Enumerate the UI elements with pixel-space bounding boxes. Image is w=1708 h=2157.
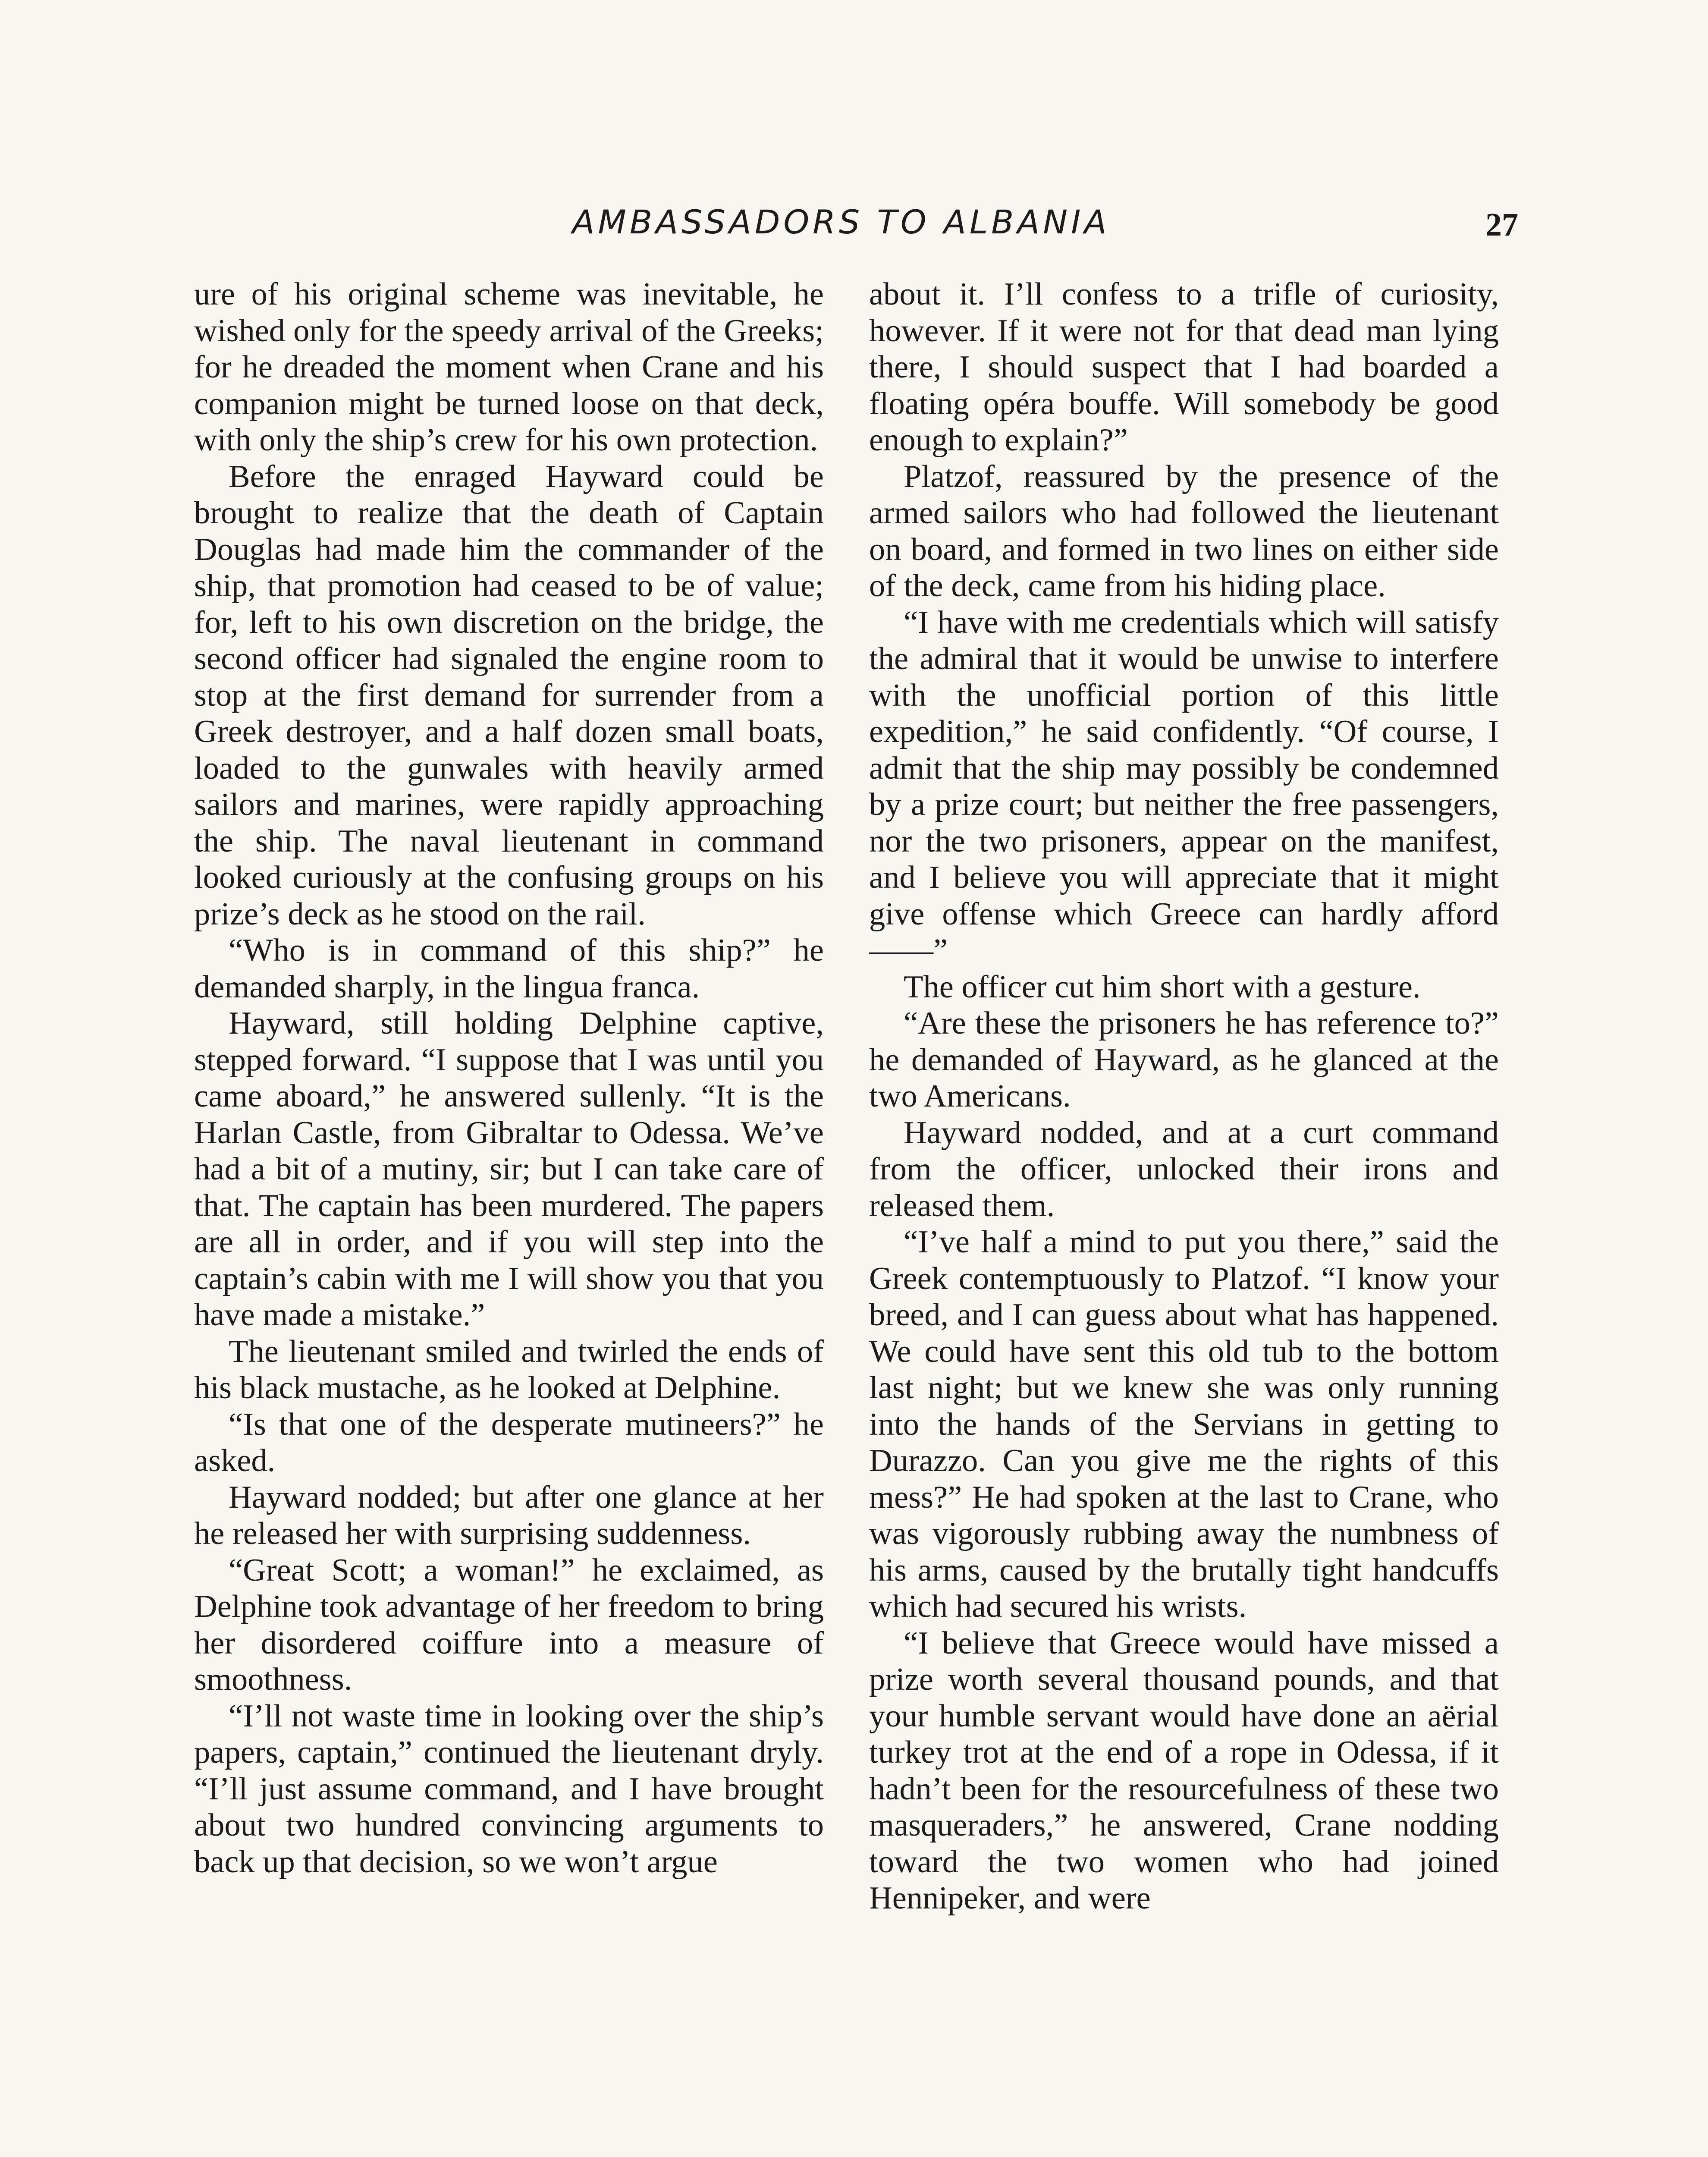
paragraph: “I’ve half a mind to put you there,” said the Greek contemptuously to Platzof. “I know your breed, and I can guess about what has happened. We could have sent this old tub to the bottom last night; but we knew she was only running into the hands of the Servians in getting to Durazzo. Can you give me the rights of this mess?” He had spoken at the last to Crane, who was vigorously rubbing away the numbness of his arms, caused by the brutally tight handcuffs which had secured his wrists. [869, 1224, 1499, 1624]
paragraph: Platzof, reassured by the presence of the armed sailors who had followed the lieutenant on board, and formed in two lines on either side of the deck, came from his hiding place. [869, 459, 1499, 604]
running-header-title: AMBASSADORS TO ALBANIA [572, 203, 1110, 241]
paragraph: The lieutenant smiled and twirled the ends of his black mustache, as he looked at Delphine. [194, 1333, 824, 1406]
right-text-column [869, 276, 1499, 2157]
paragraph: Hayward nodded, and at a curt command from the officer, unlocked their irons and released them. [869, 1115, 1499, 1223]
paragraph: “Who is in command of this ship?” he demanded sharply, in the lingua franca. [194, 933, 824, 1005]
paragraph: “Are these the prisoners he has reference to?” he demanded of Hayward, as he glanced at the two Americans. [869, 1006, 1499, 1114]
paragraph: Before the enraged Hayward could be brought to realize that the death of Captain Douglas had made him the commander of the ship, that promotion had ceased to be of value; for, left to his own discretion on the bridge, the second officer had signaled the engine room to stop at the first demand for surrender from a Greek destroyer, and a half dozen small boats, loaded to the gunwales with heavily armed sailors and marines, were rapidly approaching the ship. The naval lieutenant in command looked curiously at the confusing groups on his prize’s deck as he stood on the rail. [194, 459, 824, 932]
paragraph: “Is that one of the desperate mutineers?” he asked. [194, 1406, 824, 1478]
paragraph: about it. I’ll confess to a trifle of curiosity, however. If it were not for that dead man lying there, I should suspect that I had boarded a floating opéra bouffe. Will somebody be good enough to explain?” [869, 277, 1499, 458]
paragraph: “I have with me credentials which will satisfy the admiral that it would be unwise to interfere with the unofficial portion of this little expedition,” he said confidently. “Of course, I admit that the ship may possibly be condemned by a prize court; but neither the free passengers, nor the two prisoners, appear on the manifest, and I believe you will appreciate that it might give offense which Greece can hardly afford——” [869, 604, 1499, 968]
paragraph: ure of his original scheme was inevitable, he wished only for the speedy arrival of the Greeks; for he dreaded the moment when Crane and his companion might be turned loose on that deck, with only the ship’s crew for his own protection. [194, 277, 824, 458]
left-text-column [194, 276, 824, 2157]
page-number: 27 [1485, 207, 1518, 243]
paragraph: “I’ll not waste time in looking over the ship’s papers, captain,” continued the lieutenant dryly. “I’ll just assume command, and I have brought about two hundred convincing arguments to back up that decision, so we won’t argue [194, 1698, 824, 1880]
paragraph: “Great Scott; a woman!” he exclaimed, as Delphine took advantage of her freedom to bring her disordered coiffure into a measure of smoothness. [194, 1552, 824, 1697]
paragraph: “I believe that Greece would have missed a prize worth several thousand pounds, and that your humble servant would have done an aërial turkey trot at the end of a rope in Odessa, if it hadn’t been for the resourcefulness of these two masqueraders,” he answered, Crane nodding toward the two women who had joined Hennipeker, and were [869, 1625, 1499, 1916]
paragraph: Hayward nodded; but after one glance at her he released her with surprising suddenness. [194, 1479, 824, 1551]
paragraph: The officer cut him short with a gesture. [904, 969, 1421, 1005]
paragraph: Hayward, still holding Delphine captive, stepped forward. “I suppose that I was until you came aboard,” he answered sullenly. “It is the Harlan Castle, from Gibraltar to Odessa. We’ve had a bit of a mutiny, sir; but I can take care of that. The captain has been murdered. The papers are all in order, and if you will step into the captain’s cabin with me I will show you that you have made a mistake.” [194, 1006, 824, 1333]
